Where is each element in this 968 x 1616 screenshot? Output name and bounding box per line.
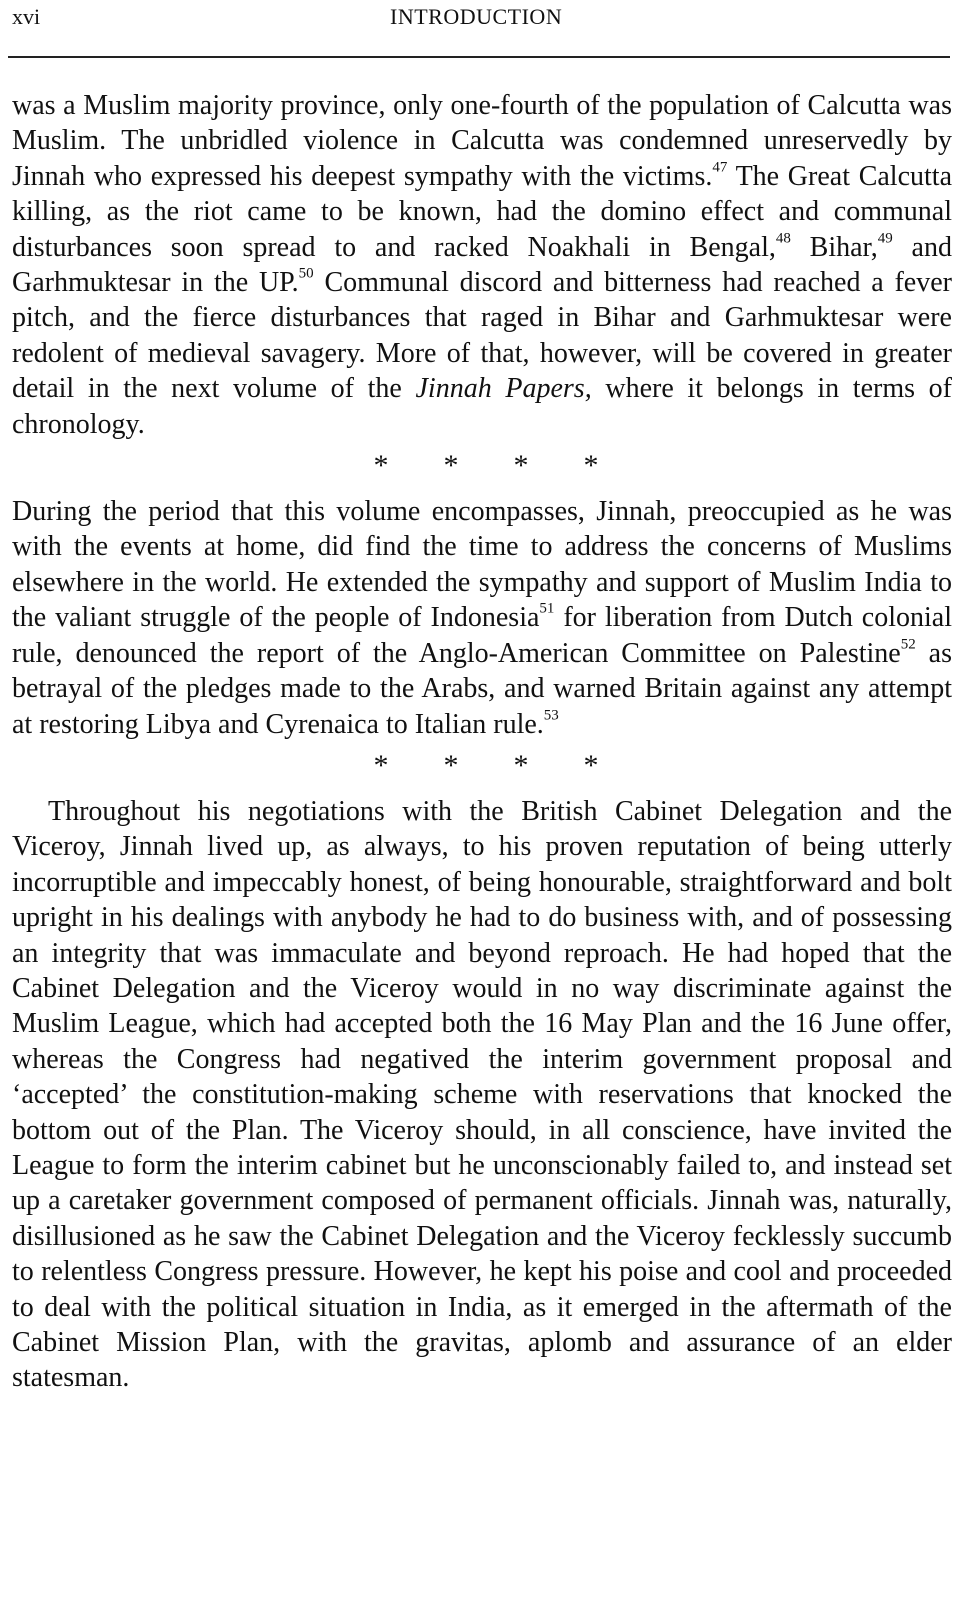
footnote-ref: 53 (543, 707, 559, 723)
footnote-ref: 51 (539, 600, 555, 617)
separator-asterisk: * (443, 748, 459, 782)
text-run: During the period that this volume encompasses, Jinnah, preoccupied as he was with the events at home, did find the time to address the concerns of Muslims elsewhere in the world. He extended the sympathy and support of Muslim India to the valiant struggle of the people of Indonesia (12, 496, 952, 634)
text-run: as betrayal of the pledges made to the Arabs, and warned Britain against any attempt at restoring Libya and Cyrenaica to Italian rule. (12, 637, 953, 740)
paragraph-cabinet-delegation (12, 794, 952, 1396)
body-text (12, 88, 952, 1396)
text-run: where it belongs in terms of chronology. (12, 373, 952, 440)
running-title: INTRODUCTION (390, 4, 563, 29)
page-number: xvi (12, 4, 41, 29)
text-run: Bihar, (790, 231, 878, 263)
text-run: Communal discord and bitterness had reached a fever pitch, and the fierce disturbances that raged in Bihar and Garhmuktesar were redolent of medieval savagery. More of that, however, will be covered in greater detail in the next volume of the (12, 267, 952, 405)
footnote-ref: 52 (900, 636, 916, 653)
paragraph-calcutta-riots (12, 88, 952, 442)
text-run: The Great Calcutta killing, as the riot came to be known, had the domino effect and communal disturbances soon spread to and racked Noakhali in Bengal, (12, 160, 952, 263)
footnote-ref: 49 (877, 230, 893, 247)
separator-asterisk: * (583, 748, 599, 782)
text-run: for liberation from Dutch colonial rule, denounced the report of the Anglo-American Committee on Palestine (12, 602, 953, 669)
italic-title: Jinnah Papers, (415, 373, 592, 405)
footnote-ref: 47 (712, 159, 728, 176)
separator-asterisk: * (583, 449, 599, 483)
running-head (8, 2, 948, 36)
separator-asterisk: * (513, 748, 529, 782)
text-run: Throughout his negotiations with the British Cabinet Delegation and the Viceroy, Jinnah lived up, as always, to his proven reputation of being utterly incorruptible and impeccably honest, of being honourable, straightforward and bolt upright in his dealings with anybody he had to do business with, and of possessing an integrity that was immaculate and beyond reproach. He had hoped that the Cabinet Delegation and the Viceroy would in no way discriminate against the Muslim League, which had accepted both the 16 May Plan and the 16 June offer, whereas the Congress had negatived the interim government proposal and ‘accepted’ the constitution-making scheme with reservations that knocked the bottom out of the Plan. The Viceroy should, in all conscience, have invited the League to form the interim cabinet but he unconscionably failed to, and instead set up a caretaker government composed of permanent officials. Jinnah was, naturally, disillusioned as he saw the Cabinet Delegation and the Viceroy fecklessly succumb to relentless Congress pressure. However, he kept his poise and cool and proceeded to deal with the political situation in India, as it emerged in the aftermath of the Cabinet Mission Plan, with the gravitas, aplomb and assurance of an elder statesman. (12, 795, 952, 1394)
separator-asterisk: * (373, 748, 389, 782)
separator-asterisk: * (513, 449, 529, 483)
paragraph-muslims-abroad (12, 494, 952, 742)
footnote-ref: 50 (298, 265, 314, 282)
separator-asterisk: * (443, 449, 459, 483)
header-rule (8, 56, 950, 58)
section-separator (12, 748, 952, 784)
separator-asterisk: * (373, 449, 389, 483)
footnote-ref: 48 (775, 230, 791, 247)
text-run: was a Muslim majority province, only one-fourth of the population of Calcutta was Muslim. The unbridled violence in Calcutta was condemned unreservedly by Jinnah who expressed his deepest sympathy with the victims. (12, 90, 952, 192)
section-separator (12, 448, 952, 484)
text-run: and Garhmuktesar in the UP. (12, 231, 952, 299)
